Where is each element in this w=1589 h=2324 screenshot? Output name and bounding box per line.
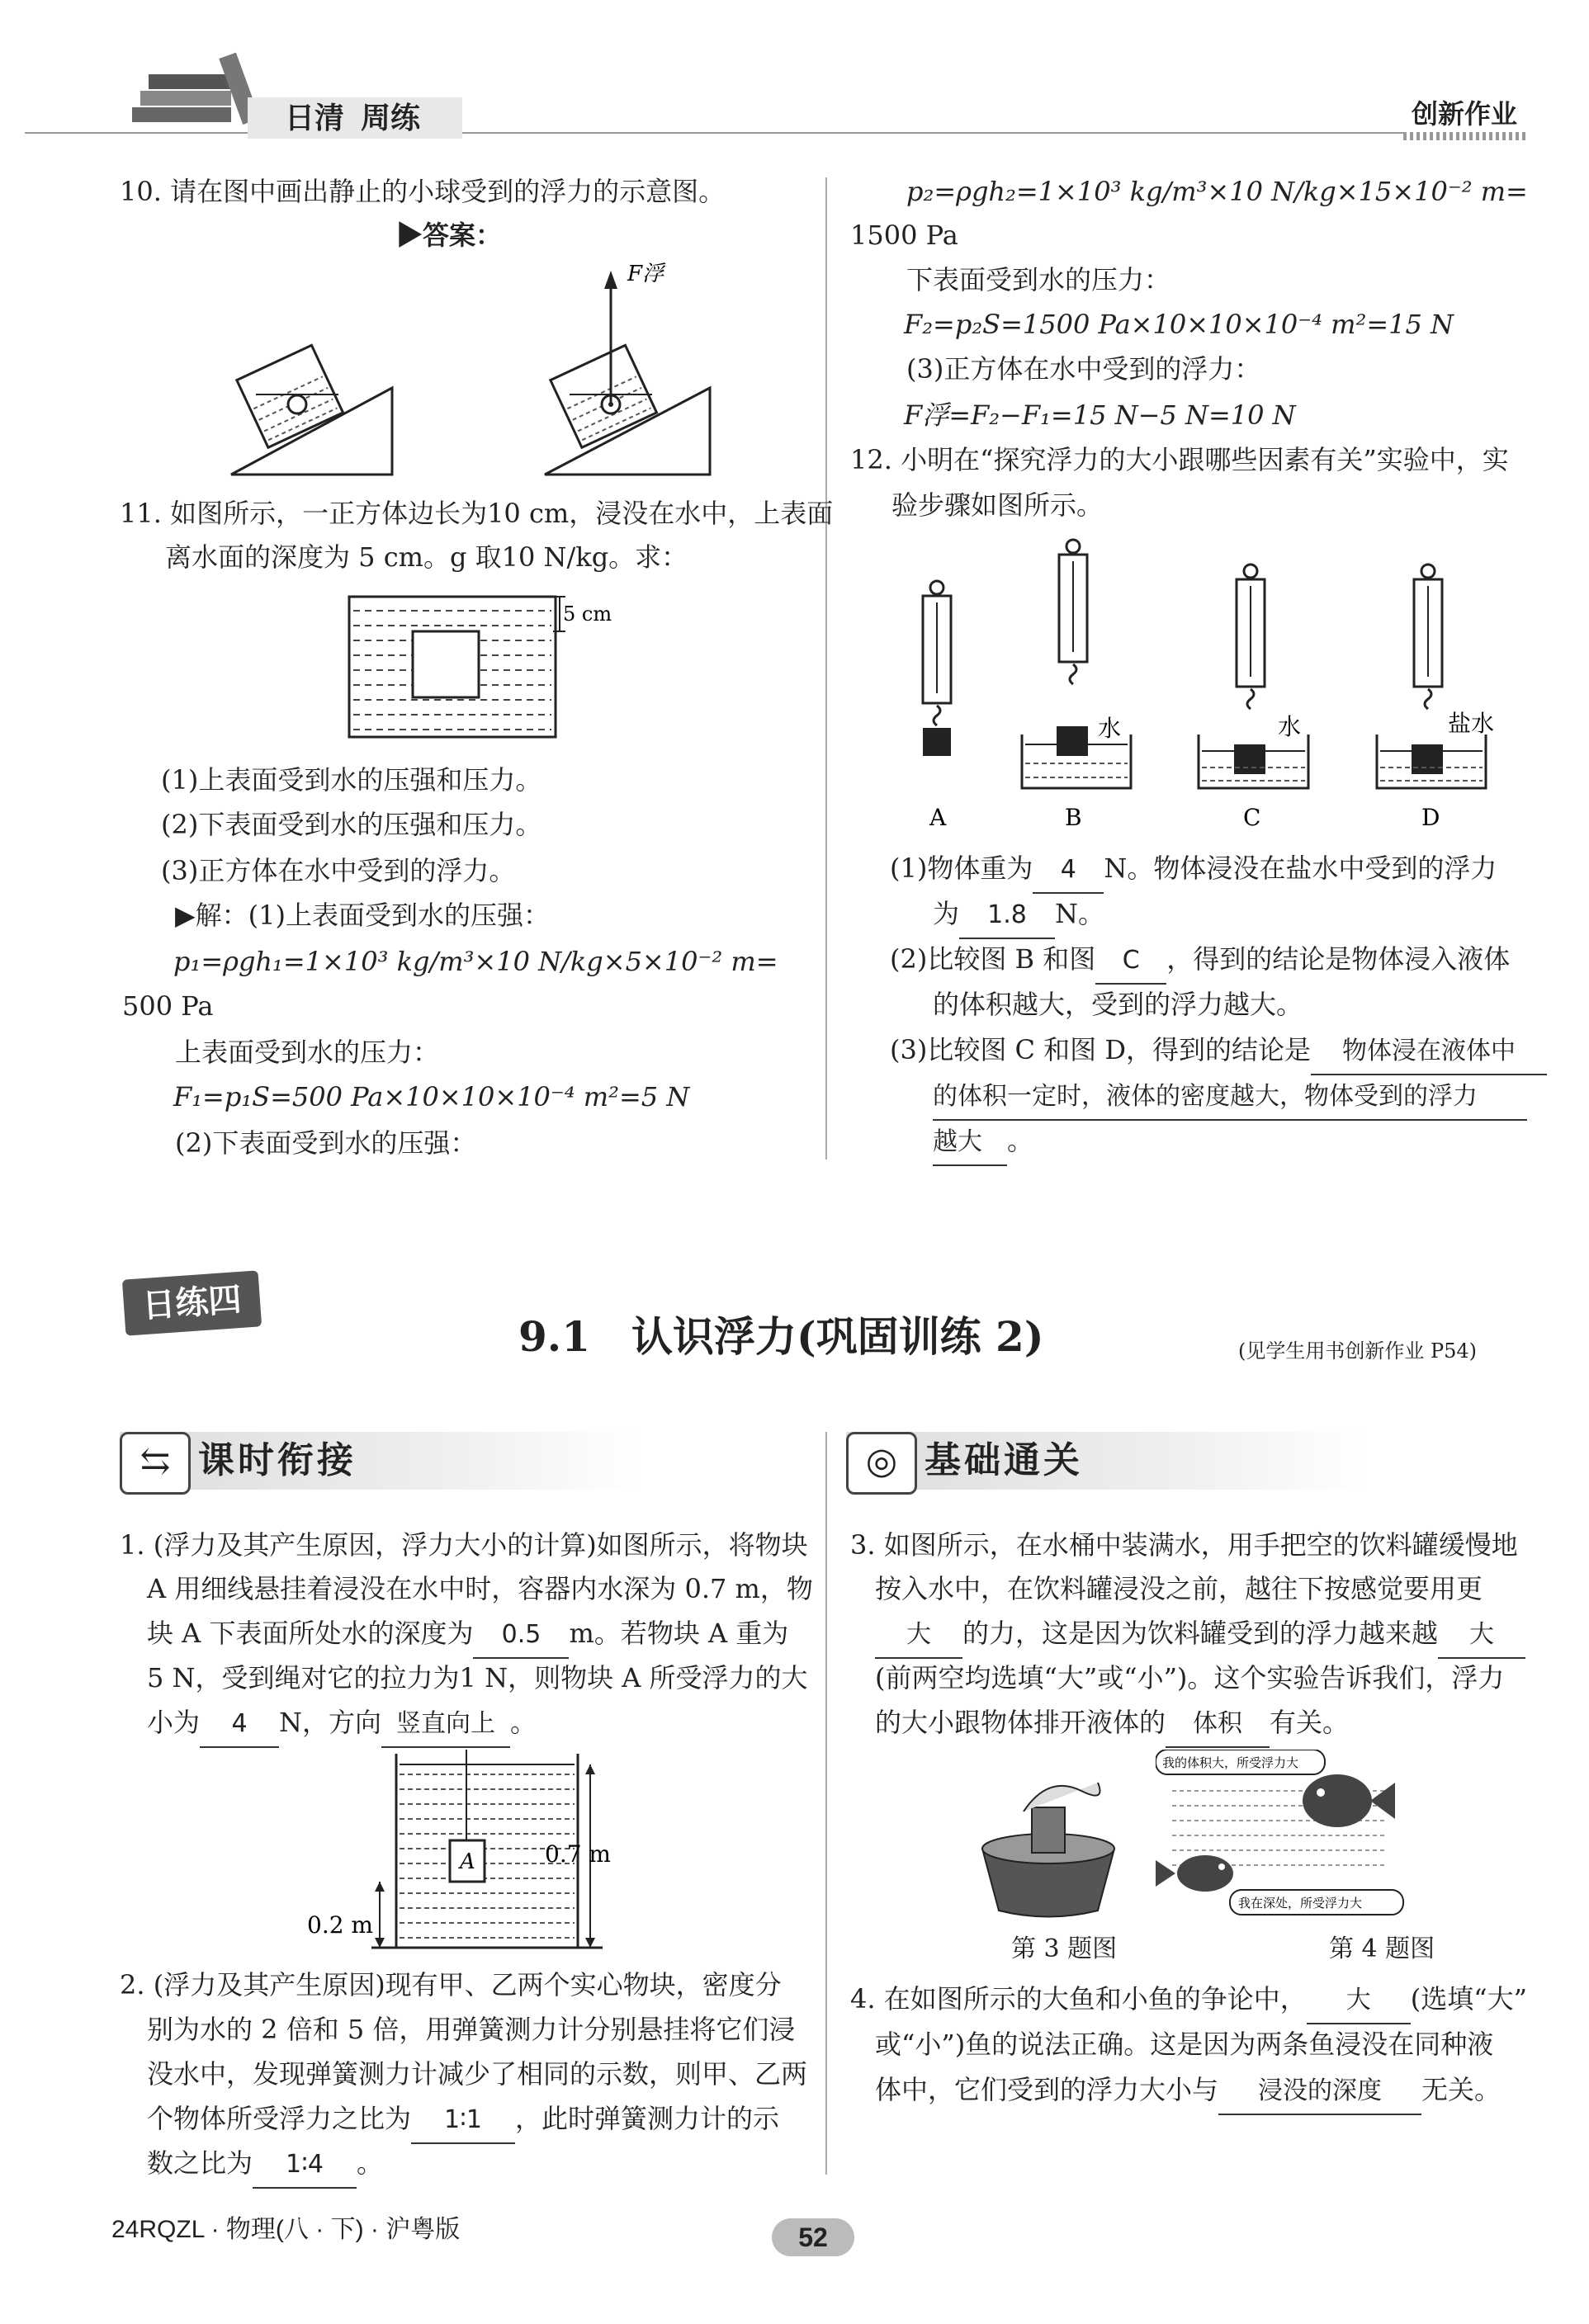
q11-sub3: (3)正方体在水中受到的浮力。 <box>161 855 516 886</box>
q1-line5: 小为 4 N，方向 竖直向上 。 <box>147 1700 537 1748</box>
q3-figure <box>966 1758 1131 1923</box>
q11-line1: 11. 如图所示，一正方体边长为10 cm，浸没在水中，上表面 <box>120 498 834 529</box>
q12-answer3-blank3: 越大 <box>933 1120 1007 1166</box>
solution-line6: p₂=ρgh₂=1×10³ kg/m³×10 N/kg×15×10⁻² m= <box>906 176 1528 207</box>
right-heading: 基础通关 <box>925 1440 1083 1481</box>
q11-figure <box>347 594 619 743</box>
q3-line5: 的大小跟物体排开液体的 体积 有关。 <box>875 1700 1349 1748</box>
solution-line5: (2)下表面受到水的压强： <box>175 1127 477 1159</box>
page-number: 52 <box>772 2218 854 2256</box>
q2-line3: 没水中，发现弹簧测力计减少了相同的示数，则甲、乙两 <box>147 2058 808 2090</box>
q3-line2: 按入水中，在饮料罐浸没之前，越往下按感觉要用更 <box>875 1573 1483 1604</box>
q12-answer2b: 的体积越大，受到的浮力越大。 <box>933 989 1303 1020</box>
section-badge: 日练四 <box>122 1270 262 1335</box>
q11-line2: 离水面的深度为 5 cm。g 取10 N/kg。求： <box>165 541 688 573</box>
q12-answer1b-blank: 1.8 <box>959 893 1055 939</box>
q1-line2: A 用细线悬挂着浸没在水中时，容器内水深为 0.7 m，物 <box>147 1573 813 1604</box>
q4-line3: 体中，它们受到的浮力大小与 浸没的深度 无关。 <box>875 2067 1501 2115</box>
q2-line1: 2. (浮力及其产生原因)现有甲、乙两个实心物块，密度分 <box>120 1969 782 2000</box>
q1-blank2: 4 <box>200 1702 279 1748</box>
fig12-water-c: 水 <box>1278 713 1302 740</box>
q12-answer1b: 为 1.8 N。 <box>933 891 1104 939</box>
q12-answer3: (3)比较图 C 和图 D，得到的结论是 物体浸在液体中 <box>890 1027 1547 1075</box>
q4-blank1: 大 <box>1307 1978 1411 2024</box>
q1-line4: 5 N，受到绳对它的拉力为1 N，则物块 A 所受浮力的大 <box>147 1662 808 1693</box>
solution-line9: F₂=p₂S=1500 Pa×10×10×10⁻⁴ m²=15 N <box>904 309 1454 340</box>
fig12-water-b: 水 <box>1098 715 1122 742</box>
q1-block-label: A <box>460 1849 475 1874</box>
header-right-label: 创新作业 <box>1412 99 1518 129</box>
q4-line1: 4. 在如图所示的大鱼和小鱼的争论中， 大 (选填“大” <box>850 1977 1527 2024</box>
fig12-label-a: A <box>929 804 947 831</box>
q1-blank3: 竖直向上 <box>381 1702 510 1748</box>
q12-line1: 12. 小明在“探究浮力的大小跟哪些因素有关”实验中，实 <box>850 444 1509 475</box>
q10-answer-label: ▶答案： <box>396 220 503 250</box>
solution-line7: 1500 Pa <box>850 220 958 251</box>
target-icon: ◎ <box>846 1432 917 1495</box>
q11-sub2: (2)下表面受到水的压强和压力。 <box>161 809 542 840</box>
solution-line8: 下表面受到水的压力： <box>906 264 1171 295</box>
q1-figure <box>297 1750 627 1956</box>
solution-line10: (3)正方体在水中受到的浮力： <box>906 353 1261 385</box>
fig4-caption: 第 4 题图 <box>1329 1934 1435 1963</box>
left-heading: 课时衔接 <box>198 1440 357 1481</box>
q2-line5: 数之比为 1∶4 。 <box>147 2141 383 2189</box>
q3-blank2: 大 <box>1438 1613 1525 1659</box>
footer-book: 24RQZL · 物理(八 · 下) · 沪粤版 <box>111 2216 461 2243</box>
fig12-salt-water: 盐水 <box>1448 710 1495 737</box>
q1-blank1: 0.5 <box>473 1613 569 1659</box>
column-divider <box>825 177 827 1160</box>
swap-icon: ⇆ <box>120 1432 191 1495</box>
q12-line2: 验步骤如图所示。 <box>891 489 1104 521</box>
fig3-caption: 第 3 题图 <box>1011 1934 1118 1963</box>
q3-line1: 3. 如图所示，在水桶中装满水，用手把空的饮料罐缓慢地 <box>850 1529 1518 1561</box>
q4-figure <box>1156 1750 1420 1931</box>
q11-dim-label: 5 cm <box>563 602 612 626</box>
q1-depth-label: 0.7 m <box>545 1840 611 1868</box>
q12-answer3b <box>933 1073 1527 1121</box>
q2-line2: 别为水的 2 倍和 5 倍，用弹簧测力计分别悬挂将它们浸 <box>147 2014 796 2045</box>
q4-fish-big-speech: 我的体积大，所受浮力大 <box>1162 1755 1299 1770</box>
q12-answer3c: 越大 。 <box>933 1118 1033 1166</box>
q3-blank1: 大 <box>875 1613 962 1659</box>
section-ref: (见学生用书创新作业 P54) <box>1238 1339 1478 1363</box>
q10-figure <box>215 256 743 479</box>
q12-answer1-blank: 4 <box>1033 848 1104 894</box>
q3-line4: (前两空均选填“大”或“小”)。这个实验告诉我们，浮力 <box>875 1662 1505 1693</box>
q4-fish-small-speech: 我在深处，所受浮力大 <box>1238 1896 1363 1911</box>
header <box>0 0 1589 144</box>
q4-blank2: 浸没的深度 <box>1218 2069 1421 2115</box>
solution-title: ▶解：(1)上表面受到水的压强： <box>175 900 550 931</box>
q1-bottom-label: 0.2 m <box>307 1911 373 1939</box>
column-divider-lower <box>825 1432 827 2175</box>
header-brand: 日清 周练 <box>285 101 421 135</box>
q3-line3: 大 的力，这是因为饮料罐受到的浮力越来越 大 <box>875 1611 1525 1659</box>
q1-line1: 1. (浮力及其产生原因，浮力大小的计算)如图所示，将物块 <box>120 1529 808 1561</box>
solution-line11: F浮=F₂−F₁=15 N−5 N=10 N <box>904 399 1296 431</box>
q2-blank1: 1∶1 <box>411 2098 515 2144</box>
q2-blank2: 1∶4 <box>253 2142 357 2189</box>
fig12-label-c: C <box>1243 804 1261 831</box>
fig12-label-b: B <box>1065 804 1082 831</box>
solution-line3: 上表面受到水的压力： <box>175 1037 440 1068</box>
q3-blank3: 体积 <box>1166 1702 1270 1748</box>
solution-line4: F₁=p₁S=500 Pa×10×10×10⁻⁴ m²=5 N <box>173 1081 690 1112</box>
solution-line1: p₁=ρgh₁=1×10³ kg/m³×10 N/kg×5×10⁻² m= <box>173 946 778 977</box>
q12-answer1: (1)物体重为 4 N。物体浸没在盐水中受到的浮力 <box>890 846 1497 894</box>
q10-text: 10. 请在图中画出静止的小球受到的浮力的示意图。 <box>120 176 726 207</box>
q11-sub1: (1)上表面受到水的压强和压力。 <box>161 764 542 796</box>
q10-force-label: F浮 <box>627 262 664 286</box>
solution-line2: 500 Pa <box>122 990 214 1022</box>
q12-answer3-blank1: 物体浸在液体中 <box>1311 1029 1547 1075</box>
section-title: 9.1 认识浮力(巩固训练 2) <box>518 1312 1044 1361</box>
q12-answer3-blank2: 的体积一定时，液体的密度越大，物体受到的浮力 <box>933 1075 1527 1121</box>
q2-line4: 个物体所受浮力之比为 1∶1 ，此时弹簧测力计的示 <box>147 2096 779 2144</box>
q12-answer2-blank: C <box>1095 938 1166 985</box>
q12-answer2: (2)比较图 B 和图 C ，得到的结论是物体浸入液体 <box>890 937 1510 985</box>
fig12-label-d: D <box>1421 804 1440 831</box>
q12-figure <box>900 536 1544 842</box>
q4-line2: 或“小”)鱼的说法正确。这是因为两条鱼浸没在同种液 <box>875 2029 1494 2060</box>
q1-line3: 块 A 下表面所处水的深度为 0.5 m。若物块 A 重为 <box>147 1611 788 1659</box>
